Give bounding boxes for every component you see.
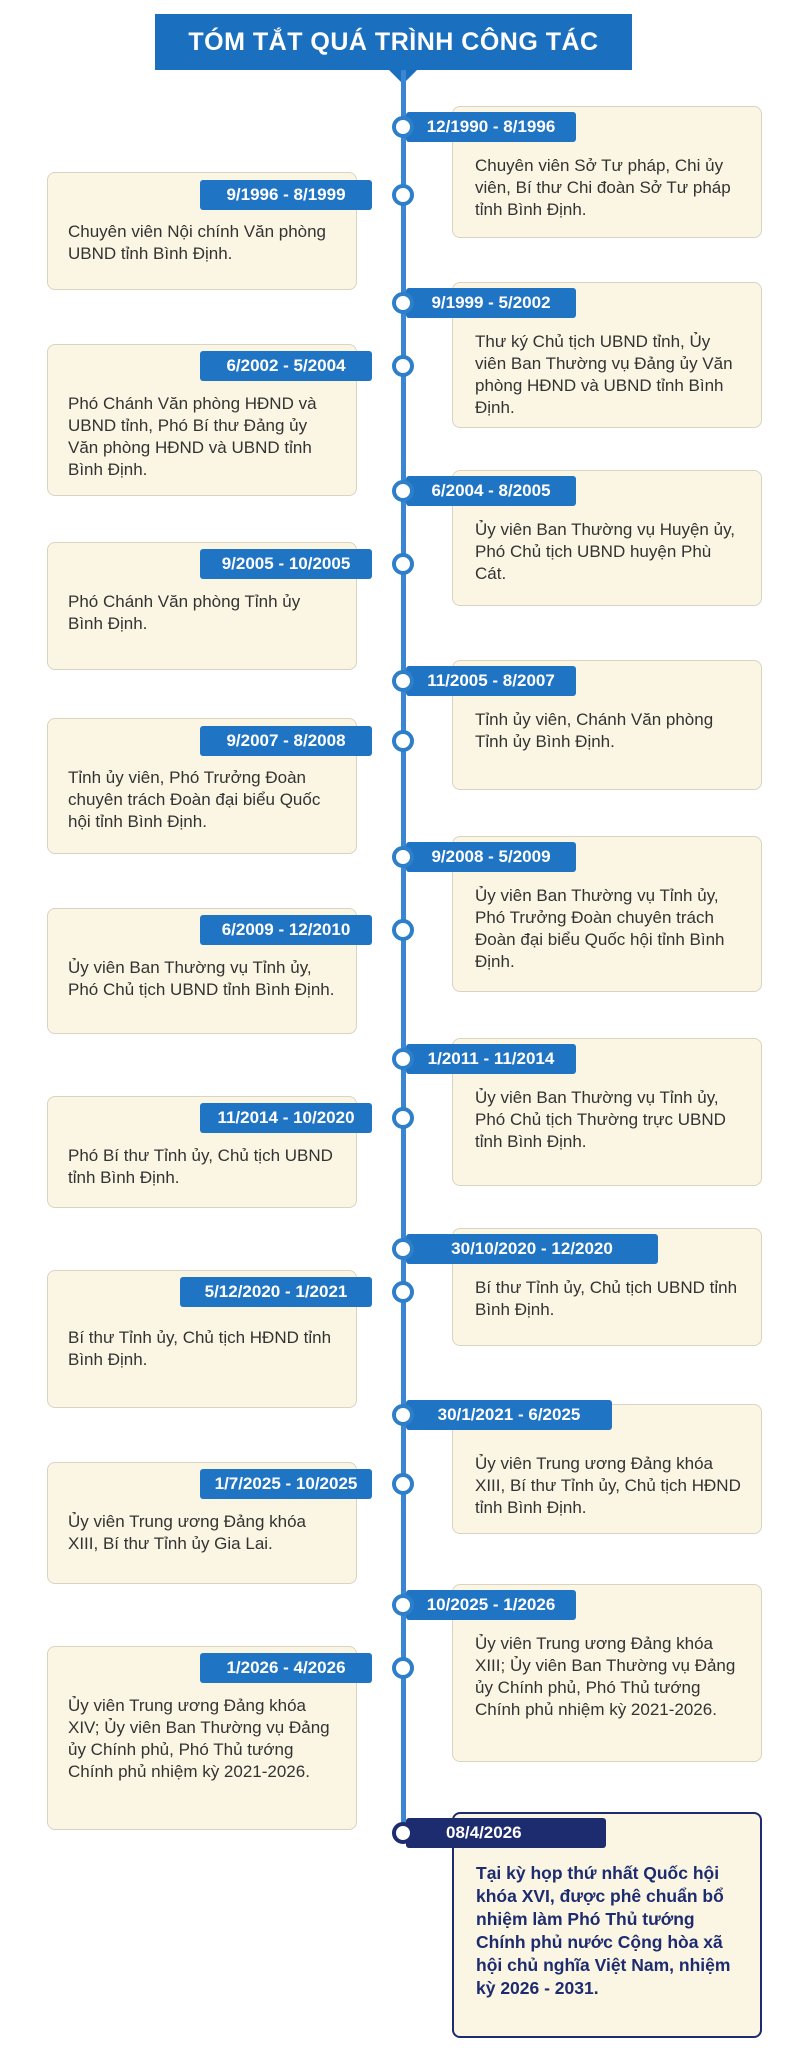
entry-text: Ủy viên Ban Thường vụ Huyện ủy, Phó Chủ tịch UBND huyện Phù Cát. [475,520,736,583]
timeline-node [392,292,414,314]
entry-text: Tỉnh ủy viên, Phó Trưởng Đoàn chuyên trách Đoàn đại biểu Quốc hội tỉnh Bình Định. [68,768,321,831]
period-tag: 9/2005 - 10/2005 [200,549,372,579]
period-tag: 9/1996 - 8/1999 [200,180,372,210]
period-tag: 11/2014 - 10/2020 [200,1103,372,1133]
period-tag: 1/2026 - 4/2026 [200,1653,372,1683]
entry-text: Ủy viên Trung ương Đảng khóa XIV; Ủy viên Ban Thường vụ Đảng ủy Chính phủ, Phó Thủ tướng Chính phủ nhiệm kỳ 2021-2026. [68,1696,330,1781]
entry-text: Tỉnh ủy viên, Chánh Văn phòng Tỉnh ủy Bình Định. [475,710,714,751]
timeline-node [392,1048,414,1070]
period-tag: 30/1/2021 - 6/2025 [406,1400,612,1430]
entry-text: Ủy viên Trung ương Đảng khóa XIII, Bí thư Tỉnh ủy Gia Lai. [68,1512,306,1553]
entry-text: Ủy viên Ban Thường vụ Tỉnh ủy, Phó Chủ tịch UBND tỉnh Bình Định. [68,958,335,999]
timeline-node [392,846,414,868]
period-tag: 11/2005 - 8/2007 [406,666,576,696]
timeline-node [392,1107,414,1129]
entry-text: Ủy viên Ban Thường vụ Tỉnh ủy, Phó Trưởng Đoàn chuyên trách Đoàn đại biểu Quốc hội tỉnh Bình Định. [475,886,725,971]
timeline-node [392,730,414,752]
timeline-node [392,1657,414,1679]
period-tag: 9/2008 - 5/2009 [406,842,576,872]
entry-text: Ủy viên Ban Thường vụ Tỉnh ủy, Phó Chủ tịch Thường trực UBND tỉnh Bình Định. [475,1088,726,1151]
final-milestone-text: Tại kỳ họp thứ nhất Quốc hội khóa XVI, được phê chuẩn bổ nhiệm làm Phó Thủ tướng Chính phủ nước Cộng hòa xã hội chủ nghĩa Việt Nam, nhiệm kỳ 2026 - 2031. [476,1863,731,1998]
entry-text: Phó Bí thư Tỉnh ủy, Chủ tịch UBND tỉnh Bình Định. [68,1146,333,1187]
entry-text: Chuyên viên Nội chính Văn phòng UBND tỉnh Bình Định. [68,222,327,263]
period-tag: 1/2011 - 11/2014 [406,1044,576,1074]
timeline-node [392,1473,414,1495]
period-tag: 6/2004 - 8/2005 [406,476,576,506]
page-title: TÓM TẮT QUÁ TRÌNH CÔNG TÁC [155,14,632,70]
period-tag: 10/2025 - 1/2026 [406,1590,576,1620]
entry-text: Bí thư Tỉnh ủy, Chủ tịch HĐND tỉnh Bình Định. [68,1328,332,1369]
final-period-tag: 08/4/2026 [406,1818,606,1848]
timeline-node [392,1238,414,1260]
timeline-node [392,1404,414,1426]
period-tag: 9/1999 - 5/2002 [406,288,576,318]
entry-text: Chuyên viên Sở Tư pháp, Chi ủy viên, Bí thư Chi đoàn Sở Tư pháp tỉnh Bình Định. [475,156,731,219]
timeline-node [392,553,414,575]
period-tag: 30/10/2020 - 12/2020 [406,1234,658,1264]
timeline-node [392,1281,414,1303]
timeline-node [392,184,414,206]
timeline-node [392,116,414,138]
entry-text: Phó Chánh Văn phòng HĐND và UBND tỉnh, Phó Bí thư Đảng ủy Văn phòng HĐND và UBND tỉnh Bình Định. [68,394,317,479]
timeline-node [392,480,414,502]
period-tag: 9/2007 - 8/2008 [200,726,372,756]
entry-text: Ủy viên Trung ương Đảng khóa XIII, Bí thư Tỉnh ủy, Chủ tịch HĐND tỉnh Bình Định. [475,1454,741,1517]
timeline-node [392,670,414,692]
period-tag: 5/12/2020 - 1/2021 [180,1277,372,1307]
timeline-node [392,1594,414,1616]
entry-text: Ủy viên Trung ương Đảng khóa XIII; Ủy viên Ban Thường vụ Đảng ủy Chính phủ, Phó Thủ tướng Chính phủ nhiệm kỳ 2021-2026. [475,1634,736,1719]
timeline-node [392,919,414,941]
period-tag: 1/7/2025 - 10/2025 [200,1469,372,1499]
timeline-line [401,70,406,1830]
period-tag: 6/2009 - 12/2010 [200,915,372,945]
final-timeline-node [392,1822,414,1844]
timeline-node [392,355,414,377]
period-tag: 6/2002 - 5/2004 [200,351,372,381]
period-tag: 12/1990 - 8/1996 [406,112,576,142]
entry-text: Thư ký Chủ tịch UBND tỉnh, Ủy viên Ban Thường vụ Đảng ủy Văn phòng HĐND và UBND tỉnh Bình Định. [475,332,733,417]
entry-text: Bí thư Tỉnh ủy, Chủ tịch UBND tỉnh Bình Định. [475,1278,738,1319]
entry-text: Phó Chánh Văn phòng Tỉnh ủy Bình Định. [68,592,301,633]
